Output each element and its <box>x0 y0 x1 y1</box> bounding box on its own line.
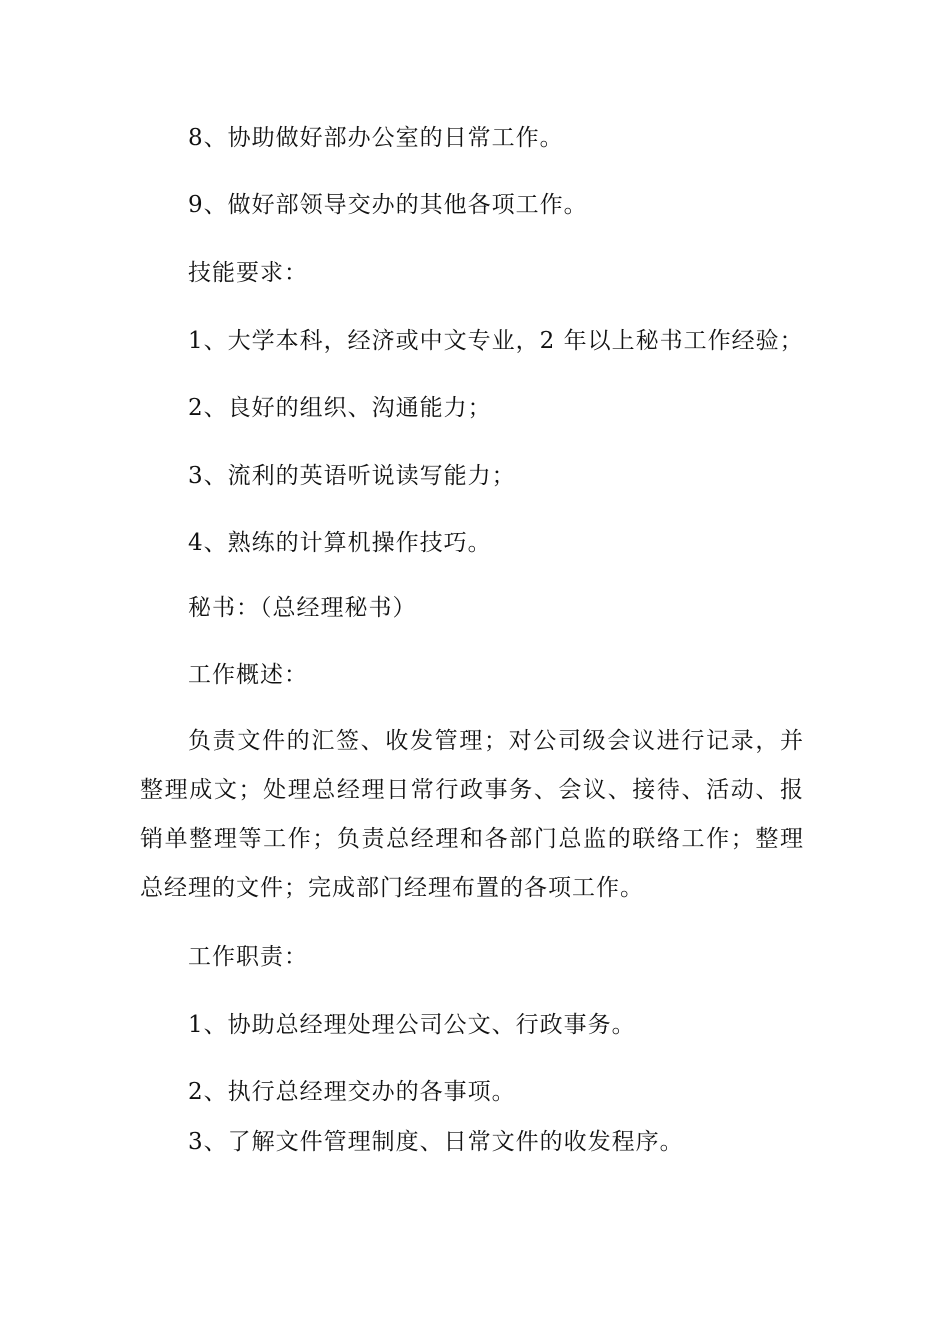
skill-item-4: 4、熟练的计算机操作技巧。 <box>188 530 492 556</box>
secretary-duty-item-1: 1、协助总经理处理公司公文、行政事务。 <box>188 1012 636 1038</box>
overview-heading: 工作概述： <box>188 662 308 688</box>
skill-item-1: 1、大学本科，经济或中文专业，2 年以上秘书工作经验； <box>188 328 804 354</box>
secretary-duty-item-3: 3、了解文件管理制度、日常文件的收发程序。 <box>188 1129 684 1155</box>
secretary-duty-item-2: 2、执行总经理交办的各事项。 <box>188 1079 516 1105</box>
skills-heading: 技能要求： <box>188 260 308 286</box>
skill-item-3: 3、流利的英语听说读写能力； <box>188 463 516 489</box>
position-title: 秘书：（总经理秘书） <box>188 595 417 621</box>
skill-item-2: 2、良好的组织、沟通能力； <box>188 395 492 421</box>
duties-heading: 工作职责： <box>188 944 308 970</box>
overview-paragraph: 负责文件的汇签、收发管理；对公司级会议进行记录，并整理成文；处理总经理日常行政事务、会议、接待、活动、报销单整理等工作；负责总经理和各部门总监的联络工作；整理总经理的文件；完成部门经理布置的各项工作。 <box>140 728 804 901</box>
duty-item-8: 8、协助做好部办公室的日常工作。 <box>188 125 564 151</box>
duty-item-9: 9、做好部领导交办的其他各项工作。 <box>188 192 588 218</box>
